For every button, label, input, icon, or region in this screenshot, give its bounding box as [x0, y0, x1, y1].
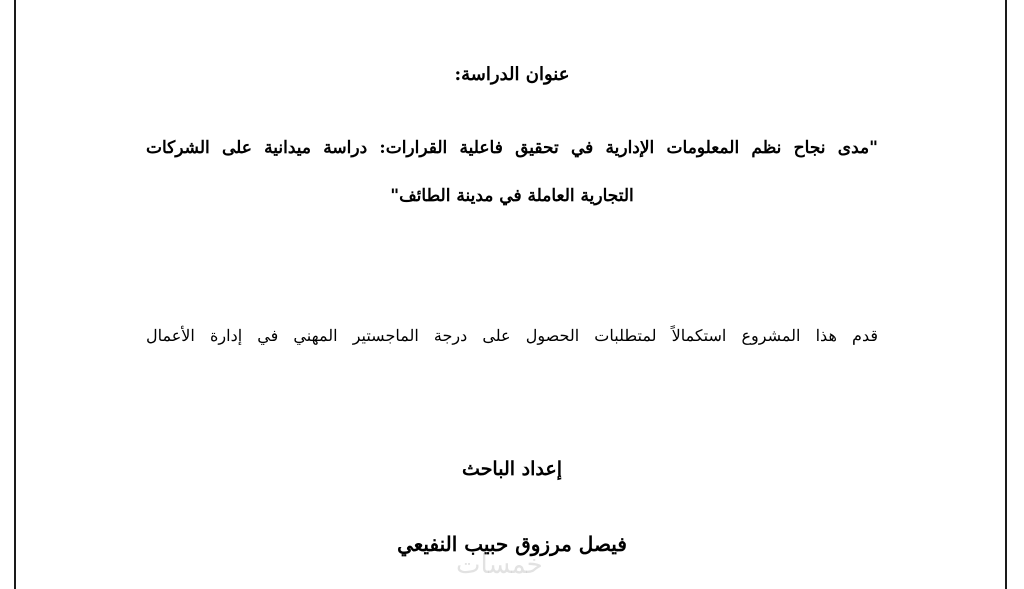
- study-title-label: عنوان الدراسة:: [454, 64, 570, 85]
- study-title-line-2: التجارية العاملة في مدينة الطائف": [390, 186, 634, 206]
- page-border-left: [14, 0, 16, 589]
- page-border-right: [1005, 0, 1007, 589]
- watermark-logo: خمسات: [456, 550, 543, 580]
- study-title-line-1: "مدى نجاح نظم المعلومات الإدارية في تحقيق فاعلية القرارات: دراسة ميدانية على الشركات: [146, 138, 878, 158]
- author-name: فيصل مرزوق حبيب النفيعي: [397, 532, 627, 556]
- submission-statement: قدم هذا المشروع استكمالاً لمتطلبات الحصول على درجة الماجستير المهني في إدارة الأعمال: [146, 326, 878, 345]
- prepared-by-label: إعداد الباحث: [462, 458, 562, 480]
